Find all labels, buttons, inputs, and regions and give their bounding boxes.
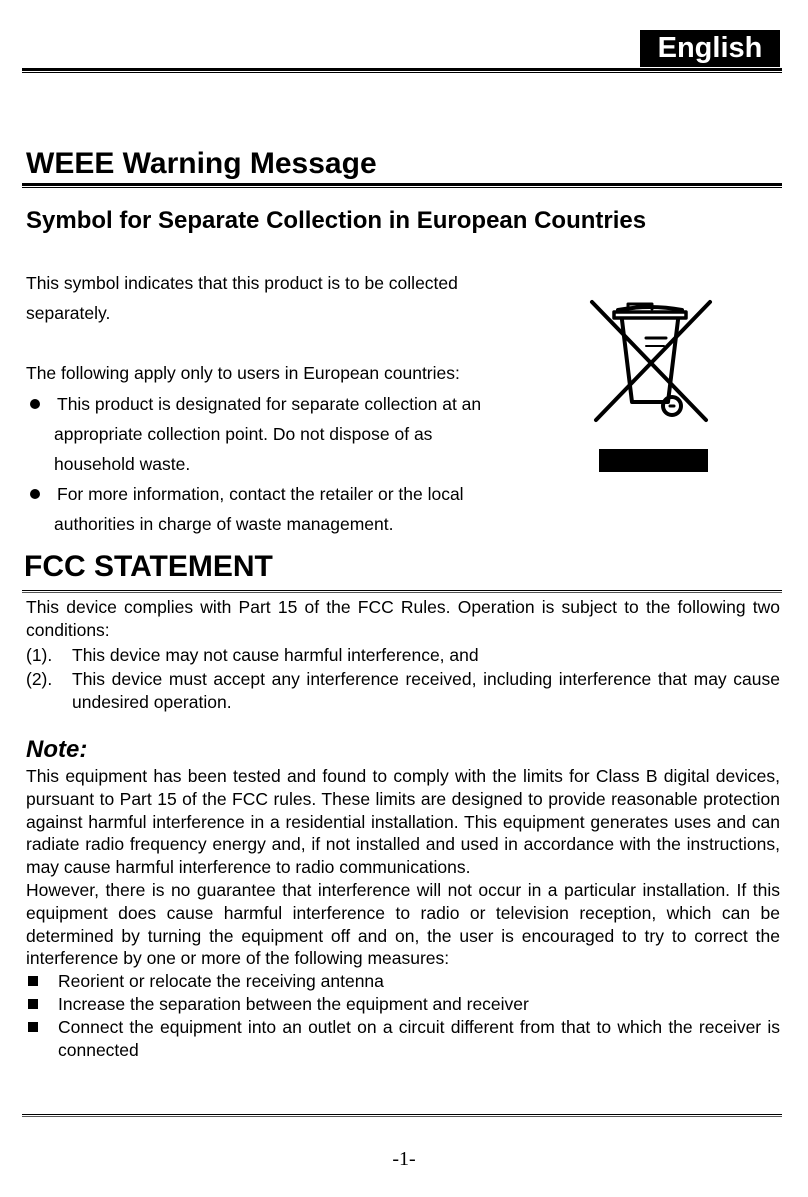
weee-title: WEEE Warning Message bbox=[26, 147, 377, 180]
note-label: Note: bbox=[26, 736, 88, 763]
footer-divider bbox=[22, 1114, 782, 1117]
weee-subtitle: Symbol for Separate Collection in European Countries bbox=[26, 207, 647, 234]
measure-text: Increase the separation between the equipment and receiver bbox=[58, 993, 529, 1014]
fcc-intro: This device complies with Part 15 of the FCC Rules. Operation is subject to the following two conditions: bbox=[26, 597, 780, 640]
note-paragraph: However, there is no guarantee that interference will not occur in a particular installation. If this equipment does cause harmful interference to radio or television reception, which can be determined by turning the equipment off and on, the user is encouraged to try to correct the interference by one or more of the following measures: bbox=[26, 879, 780, 969]
weee-bullet-line: This product is designated for separate collection at an bbox=[57, 393, 482, 414]
note-paragraph: This equipment has been tested and found to comply with the limits for Class B digital devices, pursuant to Part 15 of the FCC rules. These limits are designed to provide reasonable protection against harmful interference in a residential installation. This equipment generates uses and can radiate radio frequency energy and, if not installed and used in accordance with the instructions, may cause harmful interference to radio communications. bbox=[26, 766, 780, 878]
weee-bullet-item bbox=[26, 389, 526, 480]
fcc-condition bbox=[26, 668, 780, 714]
page-number: -1- bbox=[392, 1148, 416, 1170]
weee-bullet-line: appropriate collection point. Do not dispose of as bbox=[54, 423, 433, 444]
square-bullet-icon bbox=[28, 976, 38, 986]
language-badge: English bbox=[640, 30, 780, 67]
measure-text: Reorient or relocate the receiving antenna bbox=[58, 971, 384, 992]
weee-bullet-line: authorities in charge of waste management. bbox=[54, 514, 394, 535]
fcc-body bbox=[26, 596, 780, 714]
square-bullet-icon bbox=[28, 999, 38, 1009]
fcc-condition-text: This device must accept any interference received, including interference that may cause undesired operation. bbox=[72, 669, 780, 713]
weee-intro-line-2: separately. bbox=[26, 303, 111, 324]
measure-item bbox=[26, 970, 780, 993]
measure-item bbox=[26, 993, 780, 1016]
fcc-condition-number: (2). bbox=[26, 669, 53, 690]
fcc-condition bbox=[26, 644, 780, 667]
weee-title-divider bbox=[22, 183, 782, 188]
fcc-condition-number: (1). bbox=[26, 644, 53, 665]
crossed-out-wheeled-bin-icon bbox=[588, 298, 718, 478]
weee-bullet-line: household waste. bbox=[54, 454, 191, 475]
weee-intro-line-1: This symbol indicates that this product is to be collected bbox=[26, 273, 458, 293]
square-bullet-icon bbox=[28, 1022, 38, 1032]
note-body bbox=[26, 765, 780, 1061]
weee-bullet-line: For more information, contact the retailer or the local bbox=[57, 484, 464, 505]
separate-collection-bar bbox=[599, 449, 708, 472]
weee-body bbox=[26, 268, 526, 540]
weee-bullet-item bbox=[26, 479, 526, 539]
header-divider bbox=[22, 68, 782, 73]
measure-item bbox=[26, 1016, 780, 1062]
weee-apply-text: The following apply only to users in European countries: bbox=[26, 363, 460, 384]
fcc-title: FCC STATEMENT bbox=[24, 550, 273, 583]
fcc-condition-text: This device may not cause harmful interference, and bbox=[72, 644, 479, 665]
fcc-title-divider bbox=[22, 590, 782, 593]
bullet-dot-icon bbox=[30, 399, 40, 409]
measure-text: Connect the equipment into an outlet on a circuit different from that to which the receiver is connected bbox=[58, 1016, 780, 1060]
bullet-dot-icon bbox=[30, 489, 40, 499]
